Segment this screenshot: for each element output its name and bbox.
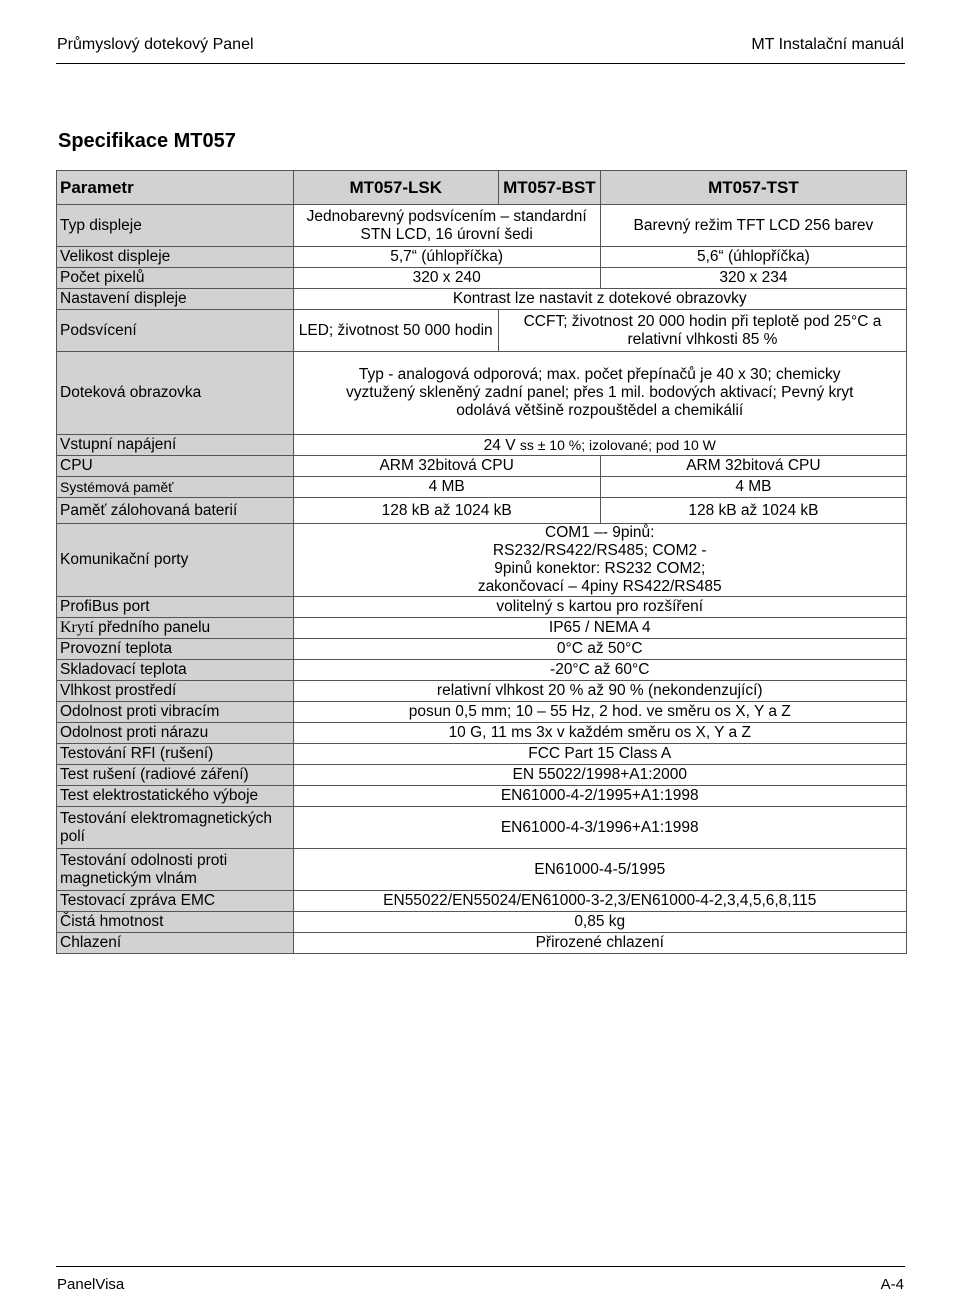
row-value: 10 G, 11 ms 3x v každém směru os X, Y a Z [293,723,907,744]
row-value: 128 kB až 1024 kB [293,498,600,524]
row-value: 4 MB [293,477,600,498]
table-row [57,933,907,954]
row-value: 128 kB až 1024 kB [600,498,906,524]
table-row [57,681,907,702]
row-value: relativní vlhkost 20 % až 90 % (nekondenzující) [293,681,907,702]
table-row [57,524,907,597]
row-label: Testovací zpráva EMC [57,891,294,912]
row-value: 5,6“ (úhlopříčka) [600,247,906,268]
table-row [57,289,907,310]
row-label [57,618,294,639]
row-value: COM1 –- 9pinů: RS232/RS422/RS485; COM2 - 9pinů konektor: RS232 COM2; zakončovací – 4piny RS422/RS485 [293,524,907,597]
row-value: -20°C až 60°C [293,660,907,681]
row-value: EN61000-4-3/1996+A1:1998 [293,807,907,849]
table-row [57,310,907,352]
row-label: Doteková obrazovka [57,352,294,435]
table-header-row [57,171,907,205]
row-value: Barevný režim TFT LCD 256 barev [600,205,906,247]
row-value: 4 MB [600,477,906,498]
row-label: Systémová paměť [57,477,294,498]
row-value: LED; životnost 50 000 hodin [293,310,498,352]
page-title: Specifikace MT057 [58,130,236,152]
row-value: EN61000-4-2/1995+A1:1998 [293,786,907,807]
table-row [57,456,907,477]
row-value: IP65 / NEMA 4 [293,618,907,639]
table-row [57,498,907,524]
row-value: 0°C až 50°C [293,639,907,660]
row-value: volitelný s kartou pro rozšíření [293,597,907,618]
voltage-value: 24 V [483,436,516,454]
row-label: Test rušení (radiové záření) [57,765,294,786]
table-row [57,618,907,639]
table-row [57,786,907,807]
row-value: 320 x 234 [600,268,906,289]
table-row [57,639,907,660]
row-label: Test elektrostatického výboje [57,786,294,807]
row-label: Čistá hmotnost [57,912,294,933]
col-header-tst: MT057-TST [600,171,906,205]
row-value: Kontrast lze nastavit z dotekové obrazovky [293,289,907,310]
page-number: A-4 [880,1276,904,1293]
row-value: Jednobarevný podsvícením – standardní STN LCD, 16 úrovní šedi [293,205,600,247]
row-value: EN 55022/1998+A1:2000 [293,765,907,786]
row-label: ProfiBus port [57,597,294,618]
table-row [57,744,907,765]
col-header-bst: MT057-BST [498,171,600,205]
table-row [57,849,907,891]
row-value: ARM 32bitová CPU [293,456,600,477]
row-value [293,435,907,456]
row-value: 0,85 kg [293,912,907,933]
row-value: EN55022/EN55024/EN61000-3-2,3/EN61000-4-2,3,4,5,6,8,115 [293,891,907,912]
table-row [57,205,907,247]
table-row [57,268,907,289]
footer-left: PanelVisa [57,1276,125,1293]
row-label: Vstupní napájení [57,435,294,456]
row-label: Testování elektromagnetických polí [57,807,294,849]
row-label: Testování RFI (rušení) [57,744,294,765]
row-value: FCC Part 15 Class A [293,744,907,765]
row-label: Typ displeje [57,205,294,247]
row-label: Skladovací teplota [57,660,294,681]
row-label-part: Krytí [60,619,94,636]
row-value: ARM 32bitová CPU [600,456,906,477]
row-label: Paměť zálohovaná baterií [57,498,294,524]
row-value: 320 x 240 [293,268,600,289]
table-row [57,352,907,435]
row-value: CCFT; životnost 20 000 hodin při teplotě pod 25°C a relativní vlhkosti 85 % [498,310,906,352]
table-row [57,912,907,933]
header-left: Průmyslový dotekový Panel [57,36,254,53]
header-right: MT Instalační manuál [751,36,904,53]
row-label: Podsvícení [57,310,294,352]
spec-table [56,170,907,954]
row-label: Vlhkost prostředí [57,681,294,702]
row-value: Typ - analogová odporová; max. počet přepínačů je 40 x 30; chemicky vyztužený skleněný zadní panel; přes 1 mil. bodových aktivací; Pevný kryt odolává většině rozpouštědel a chemikálií [293,352,907,435]
header-rule [56,63,905,64]
table-row [57,891,907,912]
table-row [57,807,907,849]
table-row [57,660,907,681]
row-label: Nastavení displeje [57,289,294,310]
row-label: Testování odolnosti proti magnetickým vlnám [57,849,294,891]
row-label: Odolnost proti vibracím [57,702,294,723]
row-value: 5,7“ (úhlopříčka) [293,247,600,268]
table-row [57,247,907,268]
table-row [57,477,907,498]
row-value: EN61000-4-5/1995 [293,849,907,891]
table-row [57,702,907,723]
row-value: posun 0,5 mm; 10 – 55 Hz, 2 hod. ve směru os X, Y a Z [293,702,907,723]
row-label: Komunikační porty [57,524,294,597]
row-label: Velikost displeje [57,247,294,268]
voltage-detail: ss ± 10 %; izolované; pod 10 W [519,436,716,453]
row-label-part: předního panelu [98,619,211,636]
row-label: Provozní teplota [57,639,294,660]
table-row [57,765,907,786]
row-label: Odolnost proti nárazu [57,723,294,744]
row-label: Počet pixelů [57,268,294,289]
col-header-lsk: MT057-LSK [293,171,498,205]
col-header-parametr: Parametr [57,171,294,205]
row-label: Chlazení [57,933,294,954]
row-value: Přirozené chlazení [293,933,907,954]
footer-rule [56,1266,905,1267]
table-row [57,597,907,618]
table-row [57,723,907,744]
table-row [57,435,907,456]
row-label: CPU [57,456,294,477]
